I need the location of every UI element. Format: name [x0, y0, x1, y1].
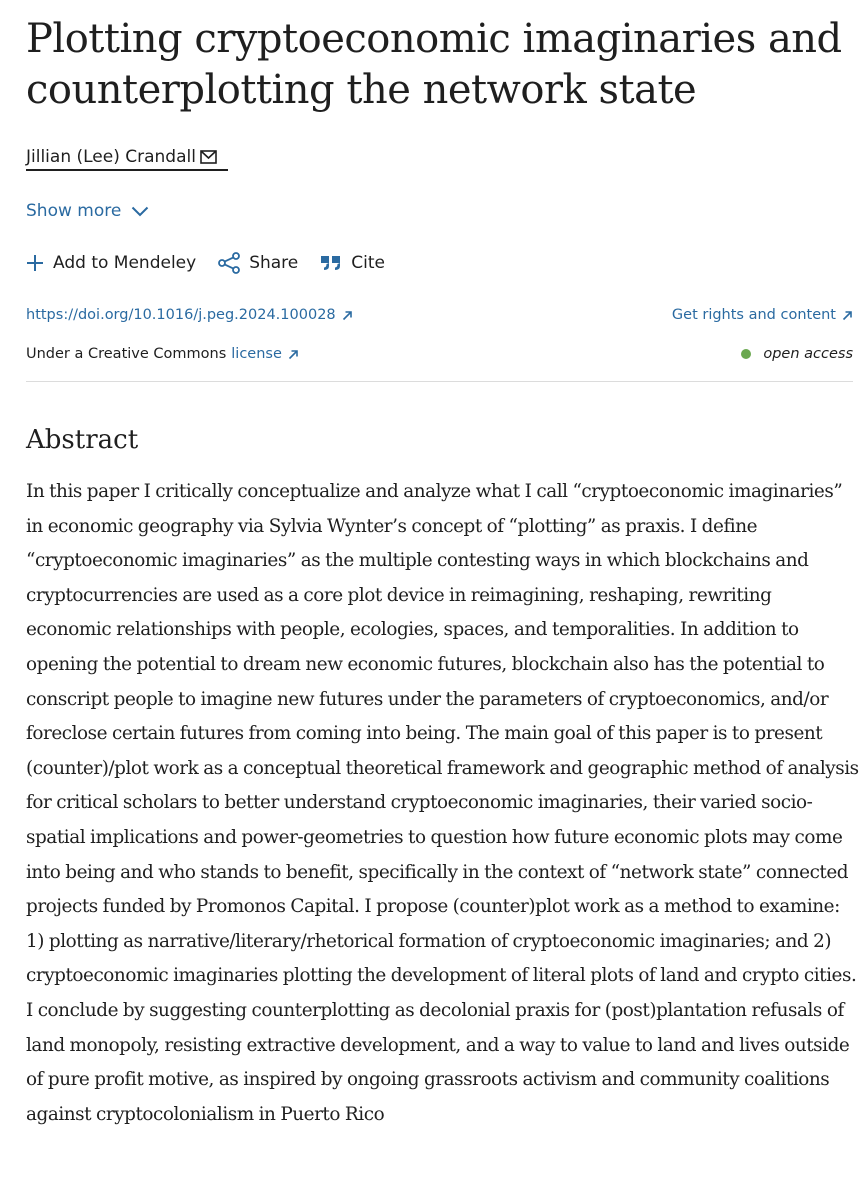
- get-rights-link[interactable]: [672, 307, 853, 323]
- quote-icon: [320, 255, 351, 271]
- author-link[interactable]: [26, 147, 228, 171]
- license-prefix: Under a Creative Commons: [26, 346, 227, 362]
- open-access-dot: [741, 349, 751, 359]
- share-label: Share: [249, 253, 299, 273]
- author-name: Jillian (Lee) Crandall: [26, 147, 196, 167]
- external-arrow-icon: [342, 310, 353, 321]
- cite-button[interactable]: [320, 253, 385, 273]
- license-line: [26, 346, 299, 362]
- external-arrow-icon: [288, 349, 299, 360]
- open-access-label: open access: [763, 346, 853, 362]
- article-actions: [26, 252, 407, 274]
- cite-label: Cite: [351, 253, 385, 273]
- share-button[interactable]: [218, 252, 298, 274]
- doi-link[interactable]: [26, 307, 353, 323]
- chevron-down-icon: [121, 206, 149, 217]
- show-more-button[interactable]: [26, 201, 149, 221]
- add-to-mendeley-button[interactable]: [26, 253, 196, 273]
- envelope-icon[interactable]: [200, 150, 217, 164]
- show-more-label: Show more: [26, 201, 122, 221]
- abstract-heading: Abstract: [26, 425, 139, 455]
- get-rights-label: Get rights and content: [671, 307, 836, 323]
- open-access-badge: [741, 346, 853, 362]
- abstract-text: In this paper I critically conceptualize and analyze what I call “cryptoeconomic imaginaries” in economic geography via Sylvia Wynter’s concept of “plotting” as praxis. I define “cryptoeconomic imaginaries” as the multiple contesting ways in which blockchains and cryptocurrencies are used as a core plot device in reimagining, reshaping, rewriting economic relationships with people, ecologies, spaces, and temporalities. In addition to opening the potential to dream new economic futures, blockchain also has the potential to conscript people to imagine new futures under the parameters of cryptoeconomics, and/or foreclose certain futures from coming into being. The main goal of this paper is to present (counter)/plot work as a conceptual theoretical framework and geographic method of analysis for critical scholars to better understand cryptoeconomic imaginaries, their varied socio-spatial implications and power-geometries to question how future economic plots may come into being and who stands to benefit, specifically in the context of “network state” connected projects funded by Promonos Capital. I propose (counter)plot work as a method to examine: 1) plotting as narrative/literary/rhetorical formation of cryptoeconomic imaginaries; and 2) cryptoeconomic imaginaries plotting the development of literal plots of land and crypto cities. I conclude by suggesting counterplotting as decolonial praxis for (post)plantation refusals of land monopoly, resisting extractive development, and a way to value to land and lives outside of pure profit motive, as inspired by ongoing grassroots activism and community coalitions against cryptocolonialism in Puerto Rico: [26, 481, 859, 1125]
- external-arrow-icon: [842, 310, 853, 321]
- license-link-label: license: [231, 346, 282, 362]
- article-title: Plotting cryptoeconomic imaginaries and counterplotting the network state: [26, 16, 842, 113]
- divider: [26, 381, 853, 382]
- add-to-mendeley-label: Add to Mendeley: [53, 253, 197, 273]
- share-icon: [218, 252, 249, 274]
- doi-text: https://doi.org/10.1016/j.peg.2024.100028: [26, 307, 336, 323]
- plus-icon: [26, 254, 53, 272]
- license-link[interactable]: [231, 346, 299, 362]
